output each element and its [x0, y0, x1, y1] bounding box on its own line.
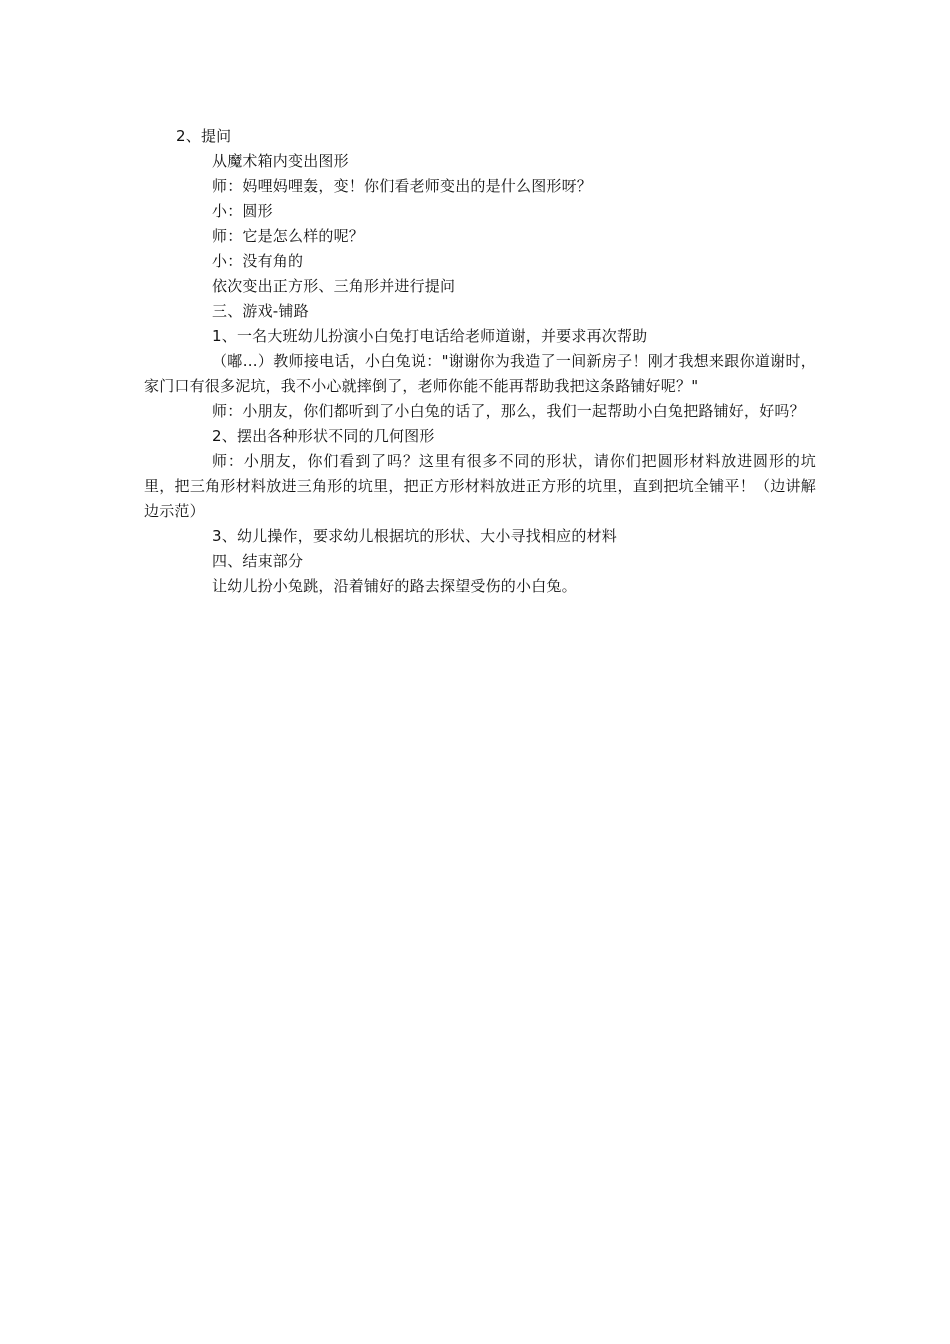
section-heading-ending: 四、结束部分	[212, 552, 304, 570]
dialogue-paragraph: （嘟…）教师接电话，小白兔说："谢谢你为我造了一间新房子！刚才我想来跟你道谢时，家门口有很多泥坑，我不小心就摔倒了，老师你能不能再帮助我把这条路铺好呢？"	[144, 352, 816, 395]
dialogue-line: 师：它是怎么样的呢？	[212, 227, 365, 245]
dialogue-paragraph: 师：小朋友，你们都听到了小白兔的话了，那么，我们一起帮助小白兔把路铺好，好吗？	[212, 402, 805, 420]
step-heading: 1、一名大班幼儿扮演小白兔打电话给老师道谢，并要求再次帮助	[212, 327, 648, 345]
section-heading-game: 三、游戏-铺路	[212, 302, 309, 320]
paragraph-line: 从魔术箱内变出图形	[212, 152, 349, 170]
dialogue-line: 小：圆形	[212, 202, 273, 220]
dialogue-paragraph: 师：小朋友，你们看到了吗？这里有很多不同的形状，请你们把圆形材料放进圆形的坑里，把三角形材料放进三角形的坑里，把正方形材料放进正方形的坑里，直到把坑全铺平！（边讲解边示范）	[144, 452, 816, 520]
paragraph-line: 让幼儿扮小兔跳，沿着铺好的路去探望受伤的小白兔。	[212, 577, 577, 595]
paragraph-line: 依次变出正方形、三角形并进行提问	[212, 277, 456, 295]
dialogue-line: 小：没有角的	[212, 252, 304, 270]
document-body	[144, 124, 816, 599]
dialogue-line: 师：妈哩妈哩轰，变！你们看老师变出的是什么图形呀？	[212, 177, 593, 195]
step-heading: 3、幼儿操作，要求幼儿根据坑的形状、大小寻找相应的材料	[212, 527, 617, 545]
section-heading-questioning: 2、提问	[176, 127, 232, 145]
step-heading: 2、摆出各种形状不同的几何图形	[212, 427, 435, 445]
